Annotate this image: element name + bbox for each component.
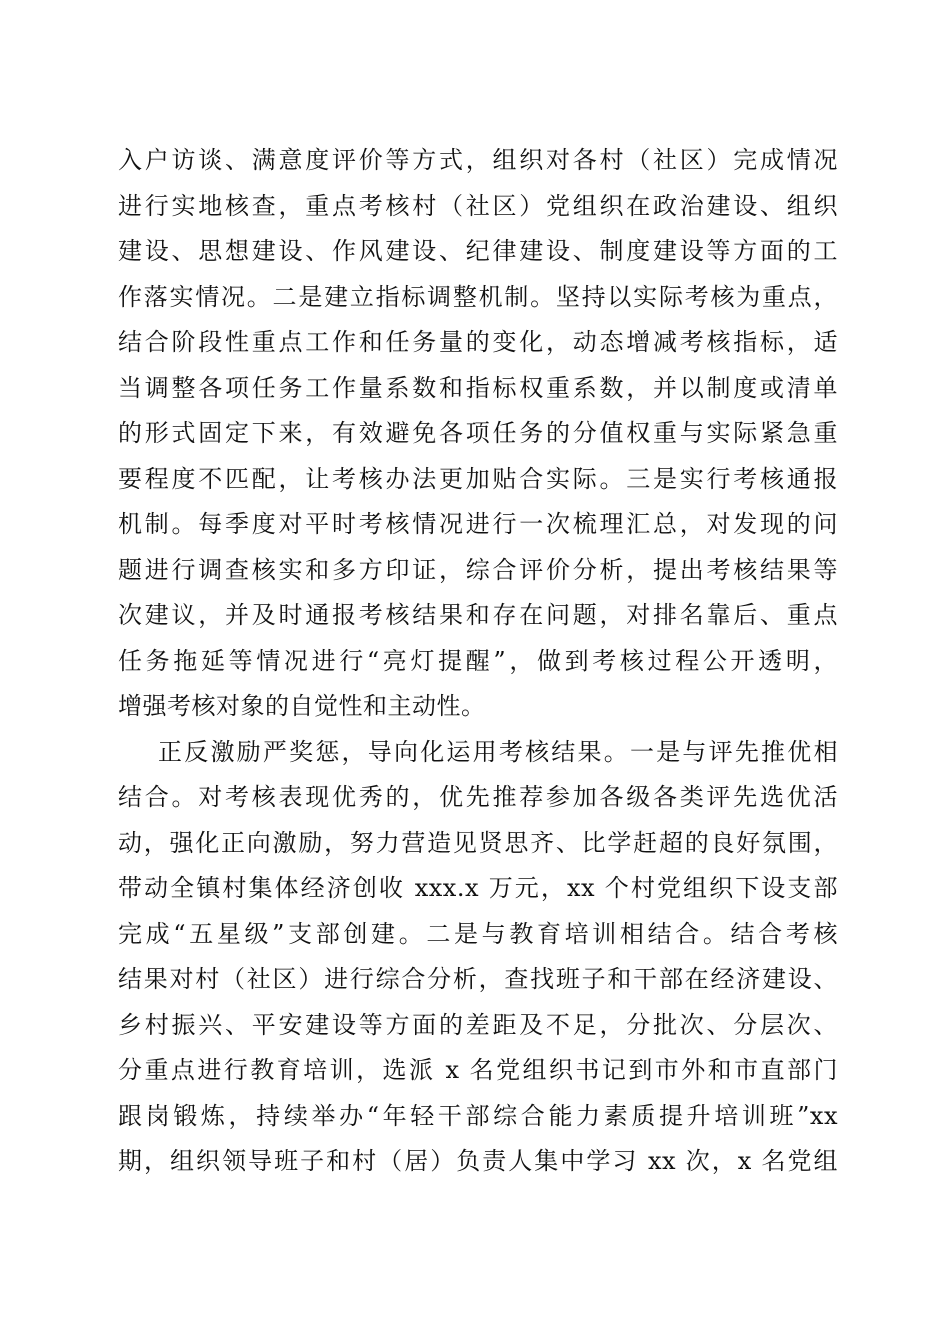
text-line: 题进行调查核实和多方印证，综合评价分析，提出考核结果等	[118, 555, 838, 584]
paragraph-1	[118, 138, 838, 730]
text-line: 动，强化正向激励，努力营造见贤思齐、比学赶超的良好氛围，	[118, 828, 838, 857]
text-line: 带动全镇村集体经济创收 xxx.x 万元，xx 个村党组织下设支部	[118, 874, 838, 902]
text-line: 入户访谈、满意度评价等方式，组织对各村（社区）完成情况	[118, 146, 838, 174]
text-line: 任务拖延等情况进行“亮灯提醒”，做到考核过程公开透明，	[118, 646, 838, 675]
text-line: 进行实地核查，重点考核村（社区）党组织在政治建设、组织	[118, 191, 838, 220]
text-line: 分重点进行教育培训，选派 x 名党组织书记到市外和市直部门	[118, 1056, 838, 1084]
text-line: 结果对村（社区）进行综合分析，查找班子和干部在经济建设、	[118, 965, 838, 993]
text-line: 结合。对考核表现优秀的，优先推荐参加各级各类评先选优活	[118, 783, 838, 811]
body-text	[118, 138, 838, 1185]
text-line: 正反激励严奖惩，导向化运用考核结果。一是与评先推优相	[158, 737, 838, 766]
text-line: 期，组织领导班子和村（居）负责人集中学习 xx 次，x 名党组	[118, 1147, 838, 1175]
text-line: 跟岗锻炼，持续举办“年轻干部综合能力素质提升培训班”xx	[118, 1101, 838, 1130]
text-line: 完成“五星级”支部创建。二是与教育培训相结合。结合考核	[118, 919, 838, 948]
text-line: 要程度不匹配，让考核办法更加贴合实际。三是实行考核通报	[118, 464, 838, 493]
text-line: 结合阶段性重点工作和任务量的变化，动态增减考核指标，适	[118, 328, 838, 356]
paragraph-2	[118, 730, 838, 1185]
text-line: 次建议，并及时通报考核结果和存在问题，对排名靠后、重点	[118, 601, 838, 629]
text-line: 建设、思想建设、作风建设、纪律建设、制度建设等方面的工	[118, 237, 838, 265]
text-line: 当调整各项任务工作量系数和指标权重系数，并以制度或清单	[118, 373, 838, 402]
text-line: 作落实情况。二是建立指标调整机制。坚持以实际考核为重点，	[118, 282, 838, 311]
text-line: 乡村振兴、平安建设等方面的差距及不足，分批次、分层次、	[118, 1010, 838, 1039]
text-line: 的形式固定下来，有效避免各项任务的分值权重与实际紧急重	[118, 419, 838, 447]
text-line: 机制。每季度对平时考核情况进行一次梳理汇总，对发现的问	[118, 510, 838, 538]
text-line: 增强考核对象的自觉性和主动性。	[118, 692, 486, 720]
